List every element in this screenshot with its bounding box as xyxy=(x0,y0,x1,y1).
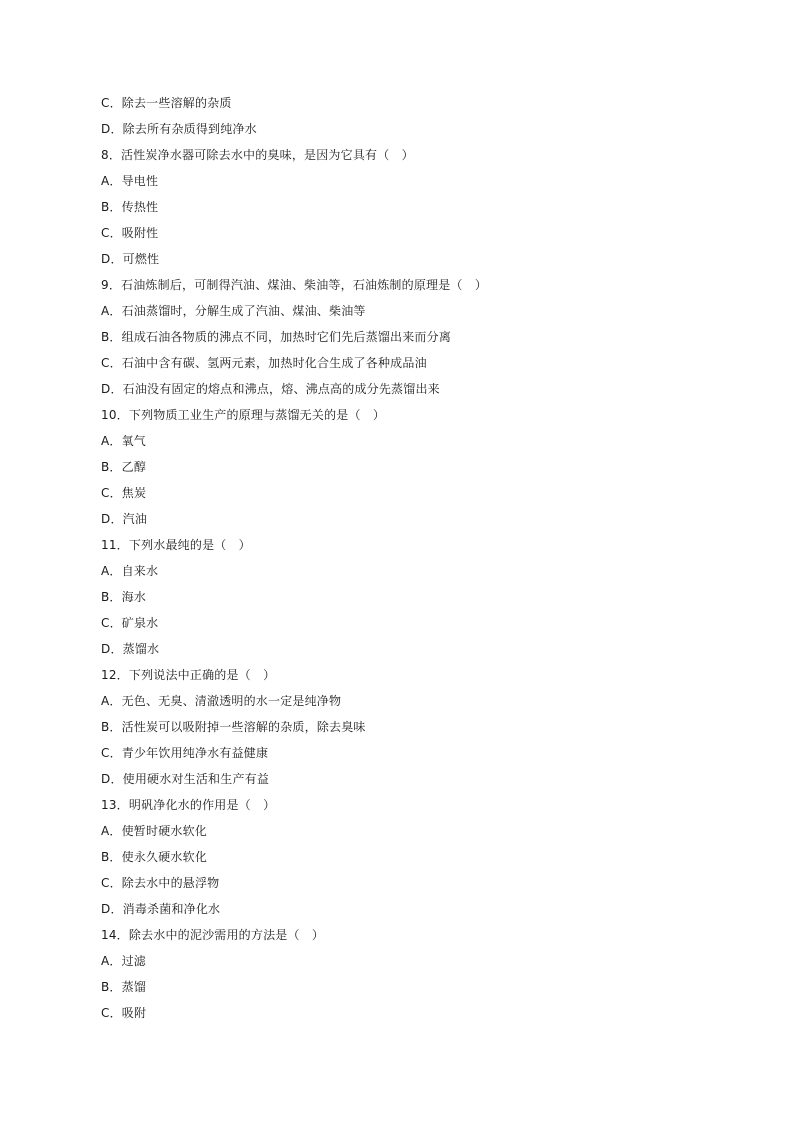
option-line: A．无色、无臭、清澈透明的水一定是纯净物 xyxy=(101,694,342,708)
option-line: A．过滤 xyxy=(101,954,147,968)
option-line: A．石油蒸馏时，分解生成了汽油、煤油、柴油等 xyxy=(101,304,366,318)
question-line: 8．活性炭净水器可除去水中的臭味，是因为它具有（ ） xyxy=(101,148,414,162)
option-line: D．除去所有杂质得到纯净水 xyxy=(101,122,257,136)
question-line: 12．下列说法中正确的是（ ） xyxy=(101,668,276,682)
option-line: B．使永久硬水软化 xyxy=(101,850,208,864)
option-line: A．氧气 xyxy=(101,434,147,448)
option-line: D．汽油 xyxy=(101,512,148,526)
question-line: 13．明矾净化水的作用是（ ） xyxy=(101,798,276,812)
option-line: B．传热性 xyxy=(101,200,159,214)
option-line: C．除去一些溶解的杂质 xyxy=(101,96,232,110)
option-line: B．乙醇 xyxy=(101,460,147,474)
question-line: 14．除去水中的泥沙需用的方法是（ ） xyxy=(101,928,325,942)
option-line: C．矿泉水 xyxy=(101,616,159,630)
option-line: D．蒸馏水 xyxy=(101,642,160,656)
option-line: A．导电性 xyxy=(101,174,159,188)
option-line: B．活性炭可以吸附掉一些溶解的杂质，除去臭味 xyxy=(101,720,366,734)
option-line: C．除去水中的悬浮物 xyxy=(101,876,220,890)
question-line: 10．下列物质工业生产的原理与蒸馏无关的是（ ） xyxy=(101,408,386,422)
option-line: B．海水 xyxy=(101,590,147,604)
question-line: 11．下列水最纯的是（ ） xyxy=(101,538,251,552)
option-line: C．吸附性 xyxy=(101,226,159,240)
question-line: 9．石油炼制后，可制得汽油、煤油、柴油等，石油炼制的原理是（ ） xyxy=(101,278,488,292)
option-line: C．青少年饮用纯净水有益健康 xyxy=(101,746,269,760)
option-line: D．石油没有固定的熔点和沸点，熔、沸点高的成分先蒸馏出来 xyxy=(101,382,440,396)
option-line: A．使暂时硬水软化 xyxy=(101,824,208,838)
option-line: D．可燃性 xyxy=(101,252,160,266)
option-line: D．使用硬水对生活和生产有益 xyxy=(101,772,270,786)
option-line: A．自来水 xyxy=(101,564,159,578)
option-line: D．消毒杀菌和净化水 xyxy=(101,902,221,916)
question-list xyxy=(101,92,721,1028)
option-line: C．石油中含有碳、氢两元素，加热时化合生成了各种成品油 xyxy=(101,356,427,370)
option-line: C．吸附 xyxy=(101,1006,147,1020)
option-line: B．组成石油各物质的沸点不同，加热时它们先后蒸馏出来而分离 xyxy=(101,330,452,344)
option-line: C．焦炭 xyxy=(101,486,147,500)
option-line: B．蒸馏 xyxy=(101,980,147,994)
